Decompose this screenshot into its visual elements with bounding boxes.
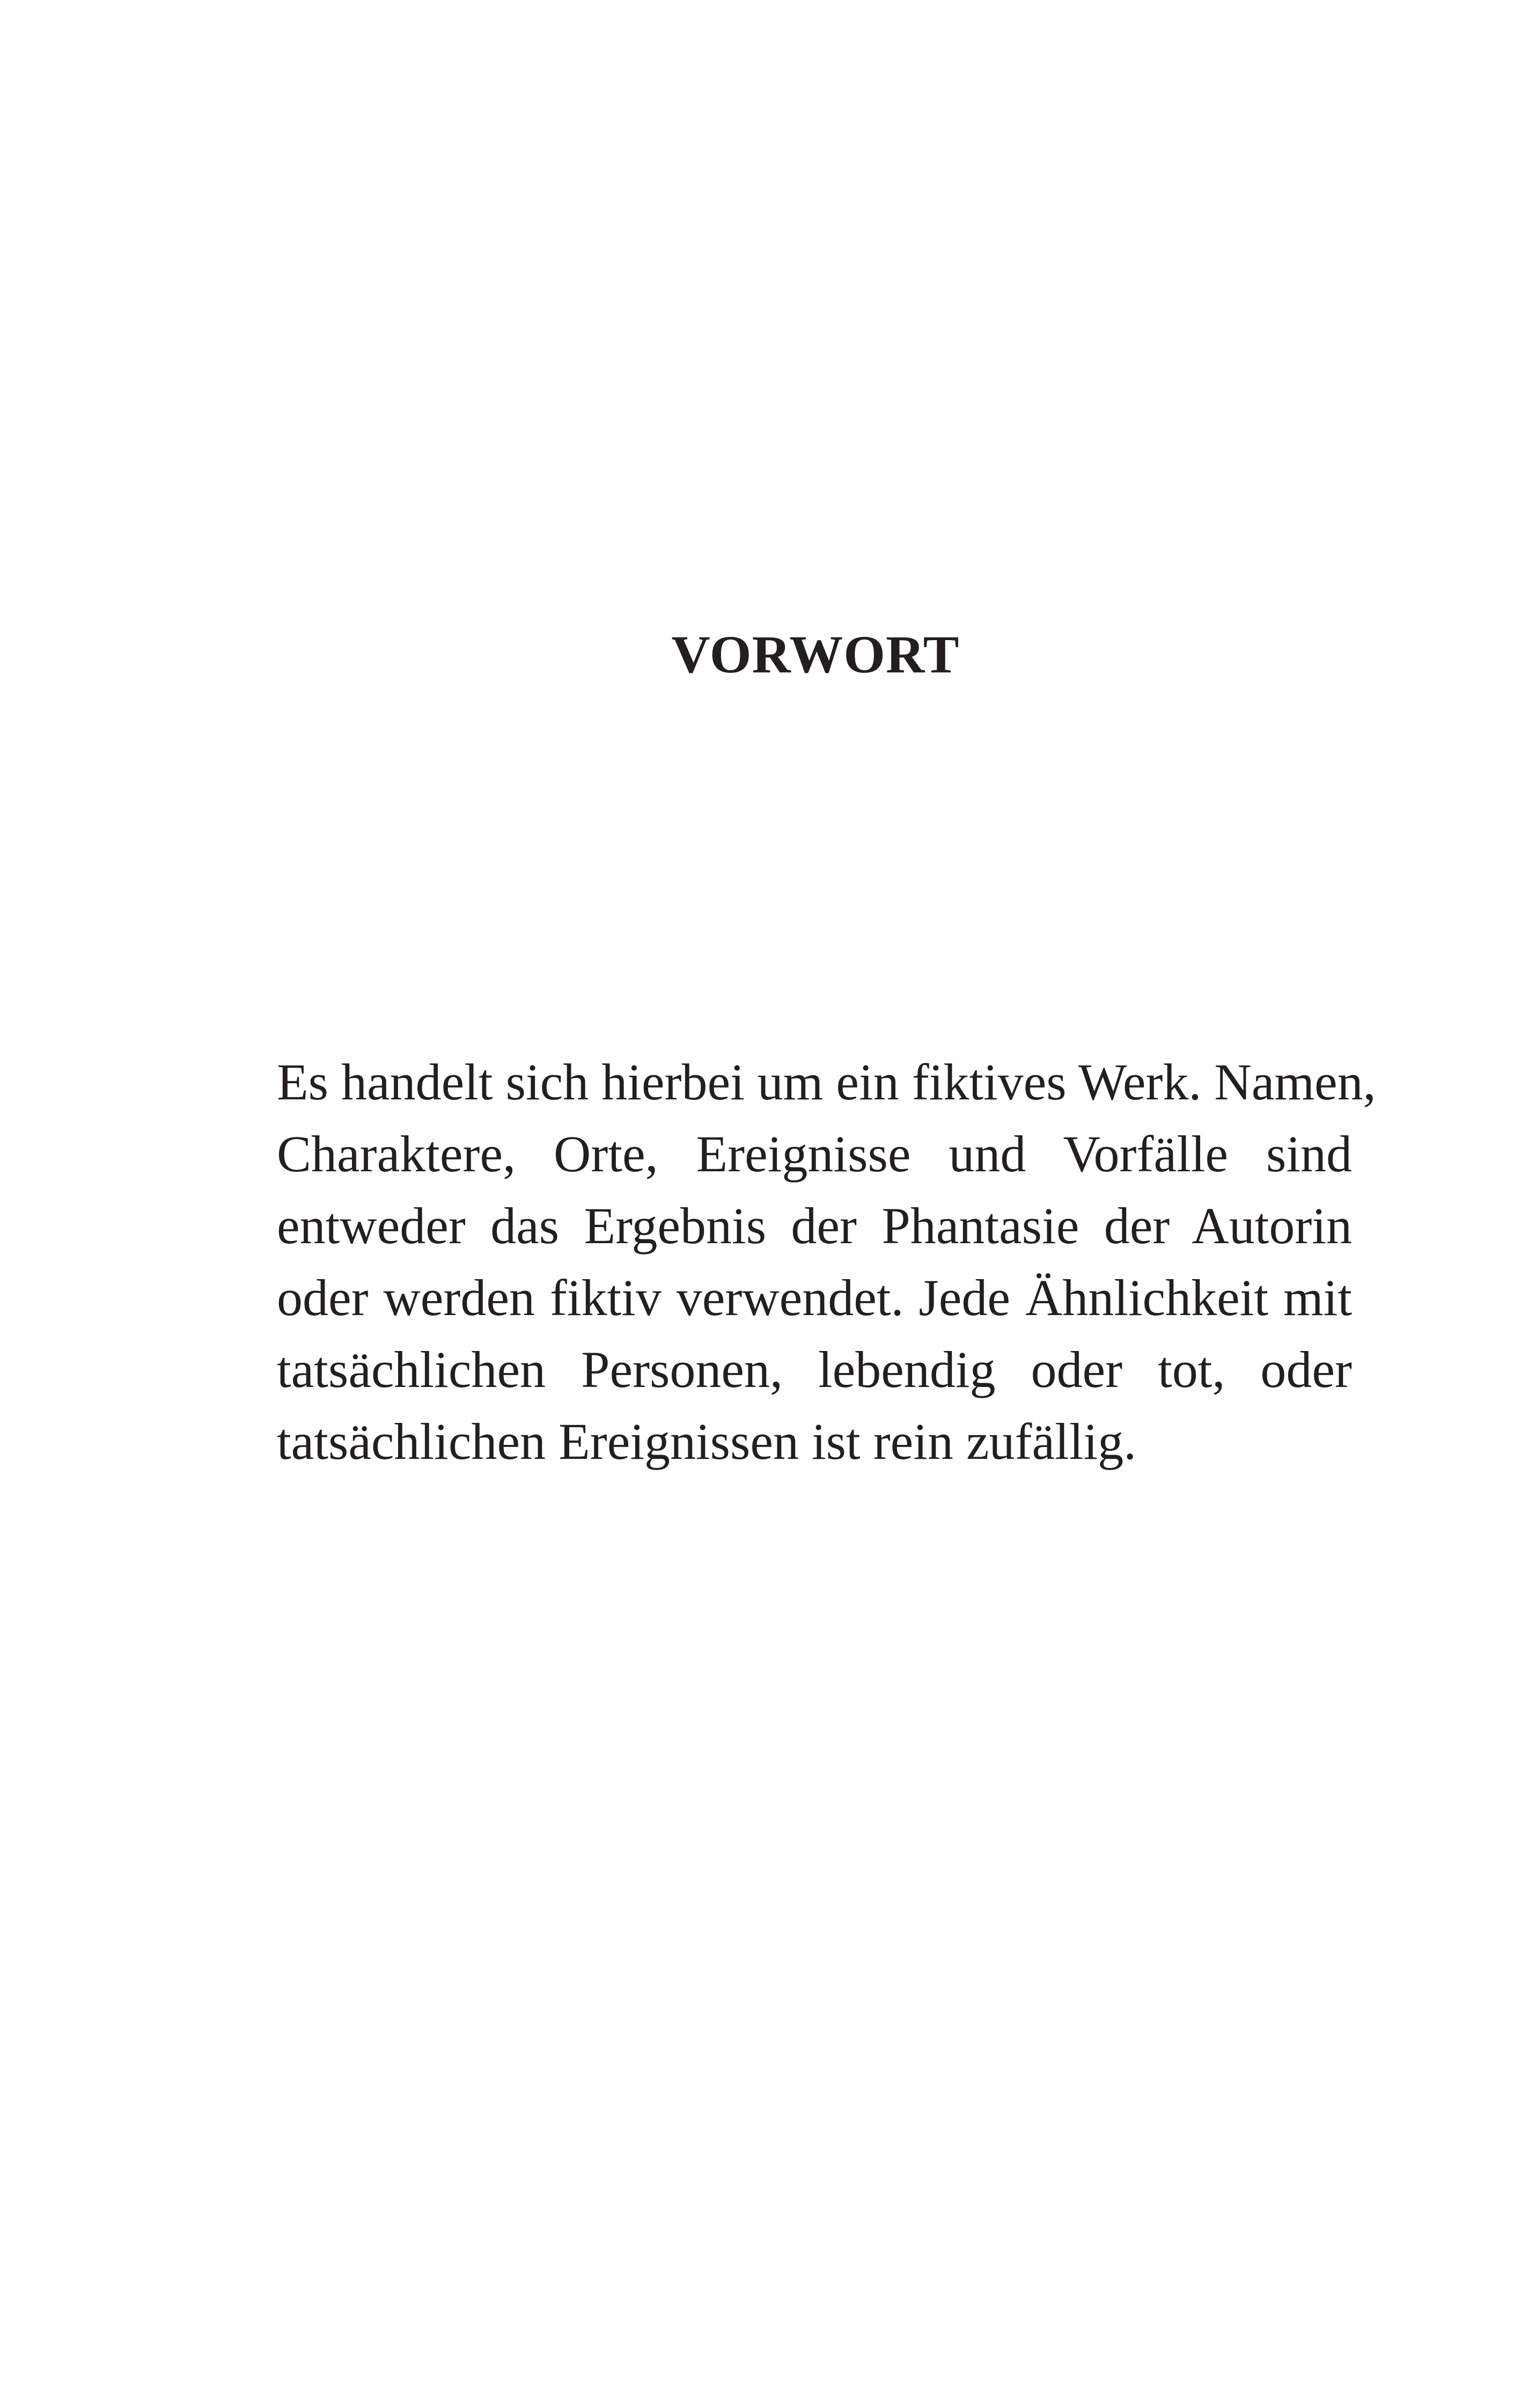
paragraph-line: tatsächlichen Personen, lebendig oder tot, oder (277, 1341, 1352, 1398)
paragraph-line: tatsächlichen Ereignissen ist rein zufällig. (277, 1413, 1137, 1470)
page-heading: VORWORT (671, 625, 960, 684)
paragraph-line: Charaktere, Orte, Ereignisse und Vorfälle sind (277, 1125, 1352, 1183)
paragraph-line: entweder das Ergebnis der Phantasie der Autorin (277, 1197, 1352, 1254)
paragraph-line: oder werden fiktiv verwendet. Jede Ähnlichkeit mit (277, 1269, 1352, 1326)
paragraph-line: Es handelt sich hierbei um ein fiktives Werk. Namen, (277, 1053, 1376, 1111)
disclaimer-paragraph (277, 1046, 1376, 1478)
